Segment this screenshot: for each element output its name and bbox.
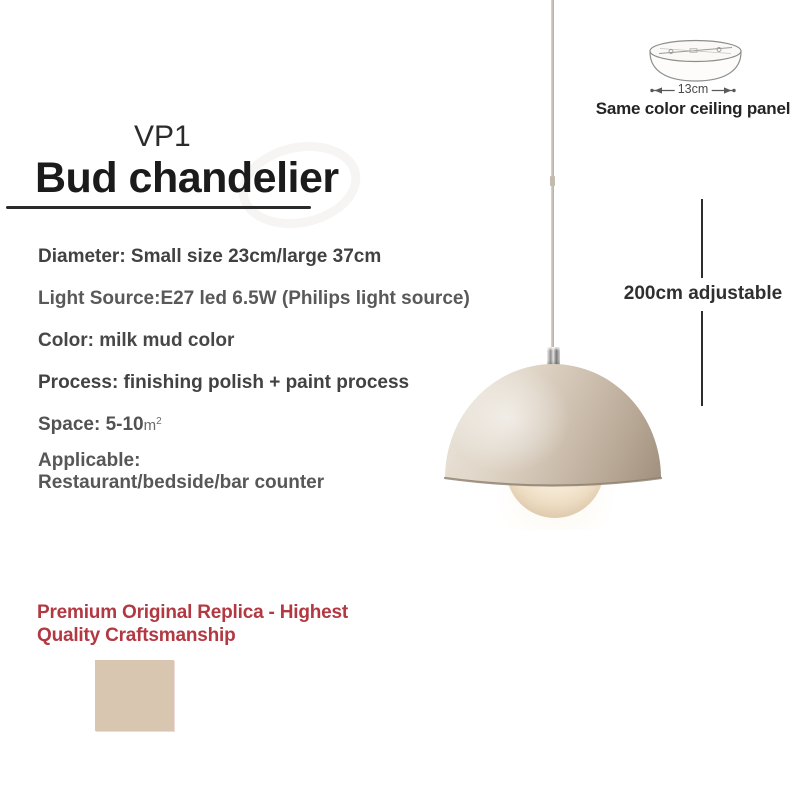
ceiling-panel-caption: Same color ceiling panel <box>595 99 791 118</box>
spec-color: Color: milk mud color <box>38 330 235 351</box>
ceiling-panel-illustration <box>648 39 743 83</box>
premium-claim-line1: Premium Original Replica - Highest <box>37 602 348 623</box>
premium-claim-line2: Quality Craftsmanship <box>37 625 236 646</box>
cord-measure-line-top <box>701 199 703 278</box>
cord-length-label: 200cm adjustable <box>623 283 783 304</box>
cord-measure-line-bottom <box>701 311 703 406</box>
cord-connector <box>550 176 555 186</box>
measure-13cm-label: 13cm <box>675 82 712 97</box>
spec-space-text: Space: 5-10 <box>38 414 144 435</box>
measure-13cm <box>649 84 737 97</box>
premium-claim <box>37 601 382 647</box>
color-swatch <box>95 660 174 731</box>
page-title: Bud chandelier <box>35 154 339 202</box>
pendant-cord <box>551 0 554 350</box>
spec-process: Process: finishing polish + paint process <box>38 372 410 393</box>
spec-applicable-detail: Restaurant/bedside/bar counter <box>38 472 325 493</box>
model-name: VP1 <box>134 120 191 153</box>
spec-applicable: Applicable: <box>38 450 141 471</box>
spec-diameter: Diameter: Small size 23cm/large 37cm <box>38 246 382 267</box>
shade-gloss-highlight <box>446 363 570 473</box>
title-underline <box>6 206 311 209</box>
spec-light-source: Light Source:E27 led 6.5W (Philips light source) <box>38 288 470 309</box>
square-meter-unit: $m^2$ <box>143 416 162 434</box>
pendant-lamp-illustration <box>425 350 675 530</box>
spec-space <box>38 414 162 436</box>
